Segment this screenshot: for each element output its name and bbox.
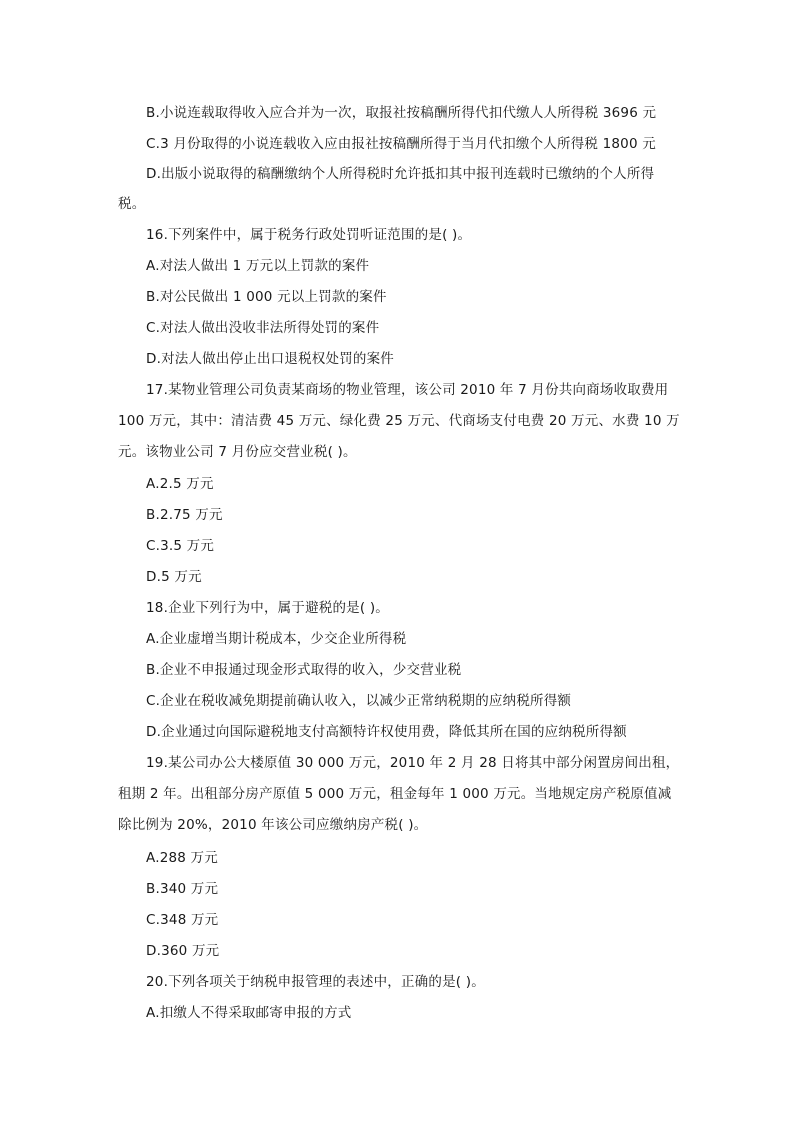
question-19-continuation: 租期 2 年。出租部分房产原值 5 000 万元，租金每年 1 000 万元。当地规定房产税原值减	[118, 786, 672, 802]
q19-option-a: A.288 万元	[146, 850, 218, 866]
q19-option-c: C.348 万元	[146, 912, 219, 928]
option-d-line: D.出版小说取得的稿酬缴纳个人所得税时允许抵扣其中报刊连载时已缴纳的个人所得	[146, 166, 655, 182]
q16-option-b: B.对公民做出 1 000 元以上罚款的案件	[146, 289, 387, 305]
q17-option-a: A.2.5 万元	[146, 476, 214, 492]
q16-option-c: C.对法人做出没收非法所得处罚的案件	[146, 320, 380, 336]
q18-option-c: C.企业在税收减免期提前确认收入，以减少正常纳税期的应纳税所得额	[146, 693, 572, 709]
q18-option-d: D.企业通过向国际避税地支付高额特许权使用费，降低其所在国的应纳税所得额	[146, 724, 627, 740]
q18-option-b: B.企业不申报通过现金形式取得的收入，少交营业税	[146, 662, 462, 678]
q16-option-a: A.对法人做出 1 万元以上罚款的案件	[146, 258, 370, 274]
option-b-line: B.小说连载取得收入应合并为一次，取报社按稿酬所得代扣代缴人人所得税 3696 元	[146, 105, 657, 121]
q19-option-d: D.360 万元	[146, 943, 220, 959]
q20-option-a: A.扣缴人不得采取邮寄申报的方式	[146, 1005, 352, 1021]
option-d-continuation: 税。	[118, 196, 146, 212]
question-16: 16.下列案件中，属于税务行政处罚听证范围的是( )。	[146, 227, 472, 243]
q17-option-d: D.5 万元	[146, 569, 202, 585]
option-c-line: C.3 月份取得的小说连载收入应由报社按稿酬所得于当月代扣缴个人所得税 1800 元	[146, 136, 656, 152]
question-19-continuation: 除比例为 20%，2010 年该公司应缴纳房产税( )。	[118, 817, 428, 833]
q17-option-b: B.2.75 万元	[146, 507, 223, 523]
q16-option-d: D.对法人做出停止出口退税权处罚的案件	[146, 351, 394, 367]
question-17: 17.某物业管理公司负责某商场的物业管理，该公司 2010 年 7 月份共向商场收取费用	[146, 382, 669, 398]
q17-option-c: C.3.5 万元	[146, 538, 215, 554]
question-19: 19.某公司办公大楼原值 30 000 万元，2010 年 2 月 28 日将其中部分闲置房间出租，	[146, 755, 680, 771]
question-18: 18.企业下列行为中，属于避税的是( )。	[146, 600, 389, 616]
q18-option-a: A.企业虚增当期计税成本，少交企业所得税	[146, 631, 407, 647]
q19-option-b: B.340 万元	[146, 881, 219, 897]
question-20: 20.下列各项关于纳税申报管理的表述中，正确的是( )。	[146, 974, 485, 990]
question-17-continuation: 100 万元，其中：清洁费 45 万元、绿化费 25 万元、代商场支付电费 20 万元、水费 10 万	[118, 413, 680, 429]
question-17-continuation: 元。该物业公司 7 月份应交营业税( )。	[118, 444, 357, 460]
